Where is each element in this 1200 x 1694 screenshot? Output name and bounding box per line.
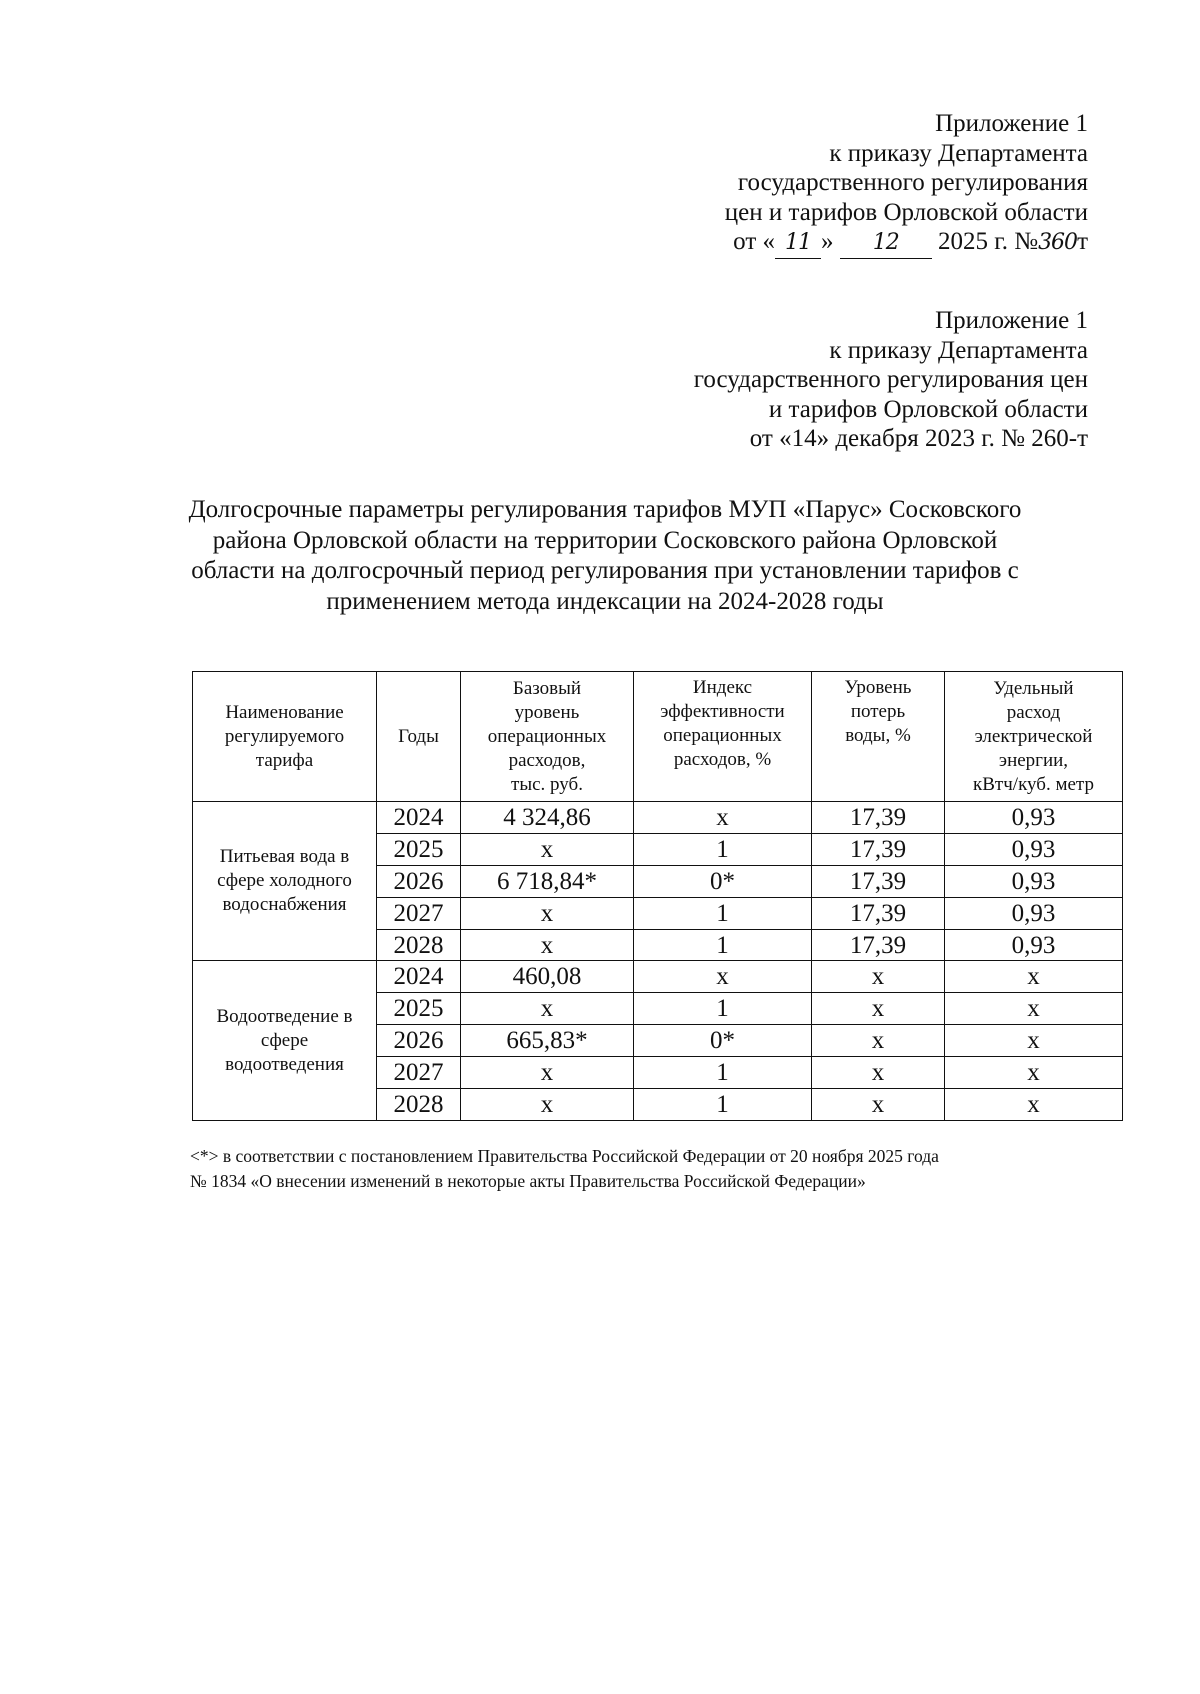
cell-losses: x bbox=[812, 961, 945, 993]
cell-year: 2025 bbox=[377, 833, 461, 865]
cell-losses: x bbox=[812, 1025, 945, 1057]
cell-base: x bbox=[461, 929, 634, 961]
table-row bbox=[193, 961, 1123, 993]
footnote bbox=[190, 1144, 1090, 1194]
cell-losses: 17,39 bbox=[812, 929, 945, 961]
appendix-new-line: к приказу Департамента bbox=[829, 139, 1088, 167]
appendix-header-original bbox=[694, 306, 1088, 454]
cell-base: 665,83* bbox=[461, 1025, 634, 1057]
handwritten-day: 11 bbox=[775, 227, 821, 259]
cell-losses: x bbox=[812, 1057, 945, 1089]
cell-base: 4 324,86 bbox=[461, 802, 634, 834]
appendix-old-line: государственного регулирования цен bbox=[693, 366, 1088, 393]
title-line: Долгосрочные параметры регулирования тарифов МУП «Парус» Сосковского bbox=[188, 496, 1022, 523]
appendix-old-line: и тарифов Орловской области bbox=[768, 395, 1088, 423]
cell-year: 2024 bbox=[377, 961, 461, 993]
appendix-new-line: Приложение 1 bbox=[935, 110, 1088, 137]
appendix-old-line: от «14» декабря 2023 г. № 260-т bbox=[749, 425, 1088, 452]
header-base-opex: Базовый уровень операционных расходов, тыс. руб. bbox=[461, 672, 634, 802]
cell-energy: x bbox=[945, 1057, 1123, 1089]
header-efficiency-index: Индекс эффективности операционных расходов, % bbox=[634, 672, 812, 802]
cell-losses: 17,39 bbox=[812, 802, 945, 834]
cell-base: x bbox=[461, 1089, 634, 1121]
cell-year: 2027 bbox=[377, 1057, 461, 1089]
cell-base: x bbox=[461, 833, 634, 865]
cell-energy: 0,93 bbox=[945, 897, 1123, 929]
appendix-new-date-line bbox=[725, 227, 1088, 259]
cell-losses: 17,39 bbox=[812, 865, 945, 897]
title-line: района Орловской области на территории Сосковского района Орловской bbox=[212, 526, 998, 554]
cell-year: 2028 bbox=[377, 1089, 461, 1121]
document-title bbox=[130, 495, 1080, 617]
cell-index: x bbox=[634, 802, 812, 834]
appendix-old-line: к приказу Департамента bbox=[829, 336, 1088, 364]
handwritten-number: 360 bbox=[1038, 230, 1078, 255]
cell-index: 1 bbox=[634, 993, 812, 1025]
cell-energy: x bbox=[945, 961, 1123, 993]
cell-index: 0* bbox=[634, 865, 812, 897]
cell-year: 2028 bbox=[377, 929, 461, 961]
cell-base: 460,08 bbox=[461, 961, 634, 993]
cell-year: 2027 bbox=[377, 897, 461, 929]
title-line: применением метода индексации на 2024-2028 годы bbox=[326, 587, 884, 615]
cell-index: 1 bbox=[634, 1089, 812, 1121]
tariff-parameters-table bbox=[192, 671, 1123, 1121]
cell-base: x bbox=[461, 897, 634, 929]
cell-index: 1 bbox=[634, 833, 812, 865]
tariff-name-drinking-water: Питьевая вода в сфере холодного водоснабжения bbox=[193, 802, 377, 961]
cell-base: x bbox=[461, 1057, 634, 1089]
header-energy-consumption: Удельный расход электрической энергии, кВтч/куб. метр bbox=[945, 672, 1123, 802]
cell-year: 2024 bbox=[377, 802, 461, 834]
cell-year: 2026 bbox=[377, 1025, 461, 1057]
footnote-line: № 1834 «О внесении изменений в некоторые акты Правительства Российской Федерации» bbox=[190, 1171, 866, 1191]
cell-energy: x bbox=[945, 1025, 1123, 1057]
header-water-losses: Уровень потерь воды, % bbox=[812, 672, 945, 802]
cell-index: 0* bbox=[634, 1025, 812, 1057]
cell-index: 1 bbox=[634, 1057, 812, 1089]
cell-year: 2025 bbox=[377, 993, 461, 1025]
cell-base: 6 718,84* bbox=[461, 865, 634, 897]
appendix-new-line: государственного регулирования bbox=[737, 169, 1088, 196]
date-year: 2025 г. № bbox=[938, 228, 1039, 255]
cell-energy: 0,93 bbox=[945, 929, 1123, 961]
date-prefix: от « bbox=[733, 228, 776, 255]
appendix-header-new bbox=[725, 109, 1088, 259]
cell-index: x bbox=[634, 961, 812, 993]
cell-energy: x bbox=[945, 1089, 1123, 1121]
appendix-old-line: Приложение 1 bbox=[935, 307, 1088, 334]
cell-index: 1 bbox=[634, 929, 812, 961]
cell-losses: 17,39 bbox=[812, 833, 945, 865]
title-line: области на долгосрочный период регулирования при установлении тарифов с bbox=[191, 557, 1019, 584]
table-header-row bbox=[193, 672, 1123, 802]
cell-energy: 0,93 bbox=[945, 865, 1123, 897]
date-mid: » bbox=[821, 228, 834, 255]
cell-energy: 0,93 bbox=[945, 802, 1123, 834]
cell-losses: 17,39 bbox=[812, 897, 945, 929]
cell-energy: x bbox=[945, 993, 1123, 1025]
cell-index: 1 bbox=[634, 897, 812, 929]
header-years: Годы bbox=[377, 672, 461, 802]
cell-year: 2026 bbox=[377, 865, 461, 897]
cell-base: x bbox=[461, 993, 634, 1025]
cell-losses: x bbox=[812, 993, 945, 1025]
appendix-new-line: цен и тарифов Орловской области bbox=[724, 198, 1088, 226]
header-tariff-name: Наименование регулируемого тарифа bbox=[193, 672, 377, 802]
number-suffix: т bbox=[1077, 228, 1088, 255]
table-row bbox=[193, 802, 1123, 834]
cell-energy: 0,93 bbox=[945, 833, 1123, 865]
tariff-name-wastewater: Водоотведение в сфере водоотведения bbox=[193, 961, 377, 1120]
footnote-line: <*> в соответствии с постановлением Правительства Российской Федерации от 20 ноября 2025 года bbox=[190, 1146, 939, 1166]
cell-losses: x bbox=[812, 1089, 945, 1121]
handwritten-month: 12 bbox=[840, 227, 932, 259]
